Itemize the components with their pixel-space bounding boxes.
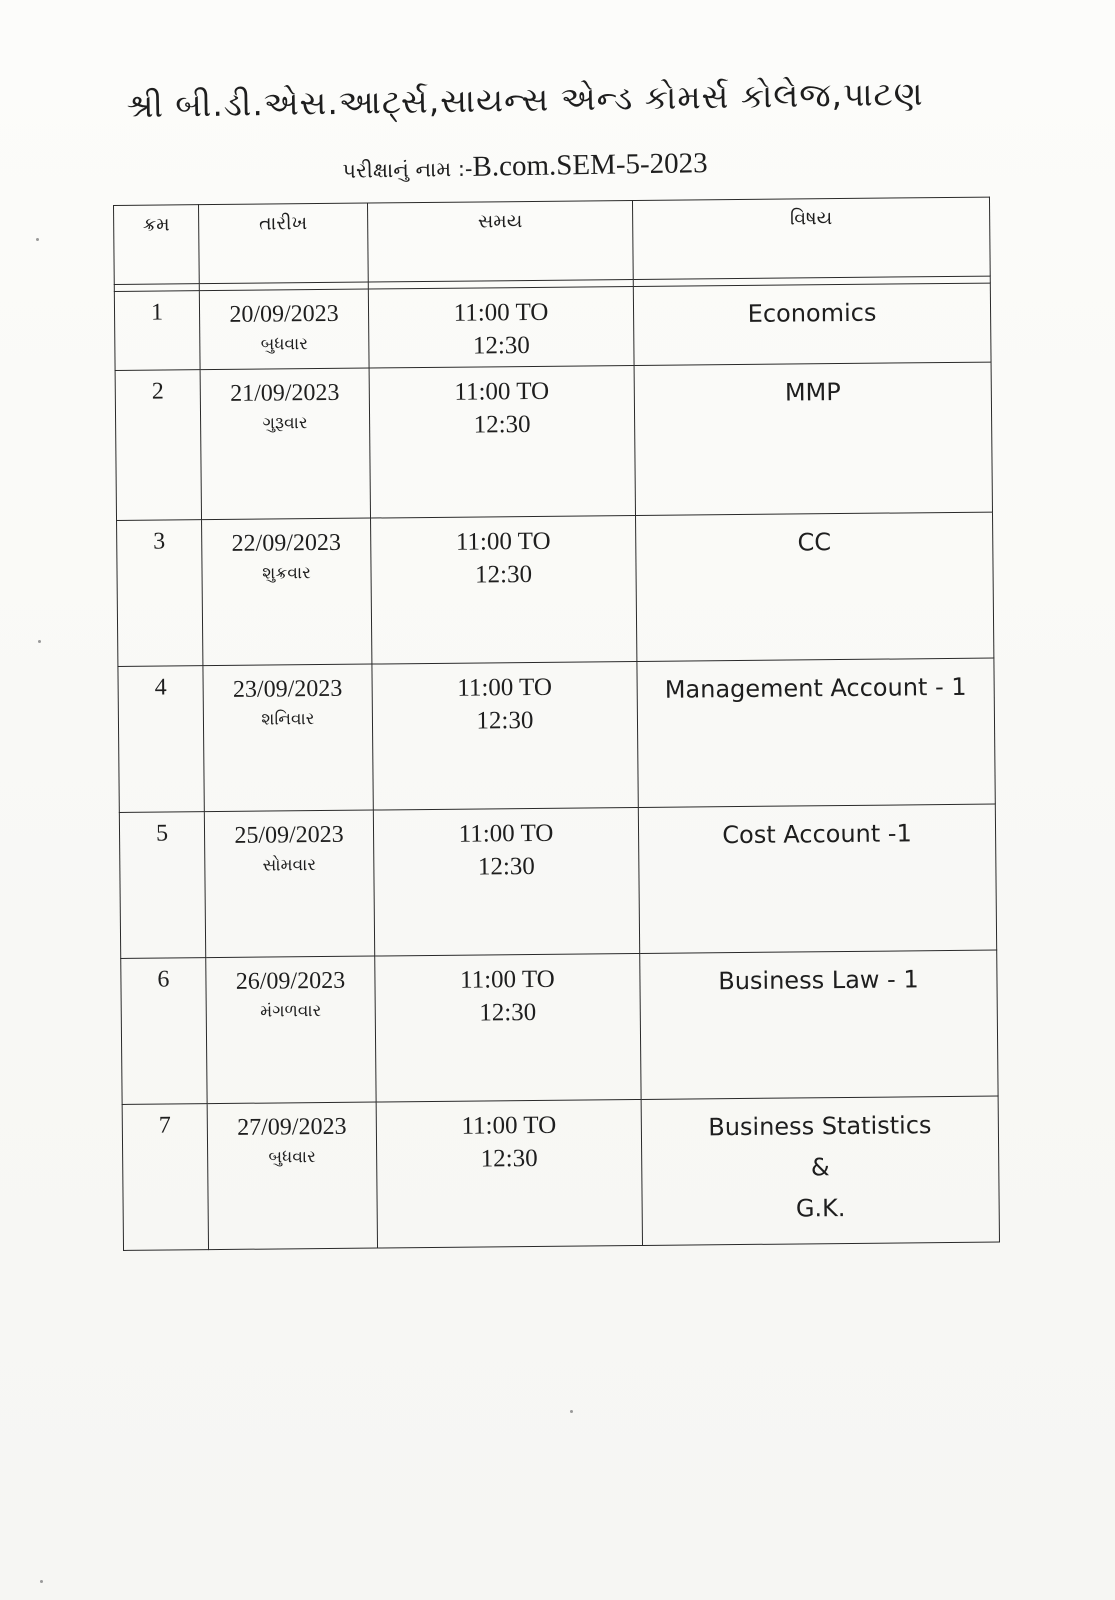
exam-weekday: ગુરૂવાર (262, 413, 308, 434)
subject-line: Economics (747, 298, 877, 328)
exam-weekday: શનિવાર (261, 709, 315, 730)
cell-sr: 2 (115, 370, 201, 521)
cell-time (376, 1099, 642, 1248)
cell-subject (633, 283, 991, 365)
time-start: 11:00 TO (454, 377, 550, 406)
table-row (114, 283, 991, 370)
time-start: 11:00 TO (459, 965, 555, 994)
exam-date: 25/09/2023 (234, 821, 344, 849)
table-row (115, 362, 992, 520)
time-end: 12:30 (473, 411, 531, 439)
paper-speck (36, 238, 39, 241)
time-end: 12:30 (474, 560, 533, 589)
exam-weekday: બુધવાર (268, 1147, 316, 1168)
time-start: 11:00 TO (453, 298, 549, 327)
cell-subject (640, 950, 998, 1099)
exam-weekday: શુક્રવાર (262, 563, 311, 584)
table-row (119, 804, 996, 958)
cell-time (372, 661, 638, 810)
cell-date (203, 664, 373, 812)
table-row (117, 512, 994, 666)
college-name-heading: શ્રી બી.ડી.એસ.આર્ટ્સ,સાયન્સ એન્ડ કોમર્સ કોલેજ,પાટણ (126, 73, 924, 126)
exam-weekday: મંગળવાર (260, 1001, 322, 1022)
exam-name-value: B.com.SEM-5-2023 (472, 147, 708, 183)
cell-subject (637, 658, 995, 807)
table-header-row (114, 197, 991, 284)
cell-time (371, 515, 637, 664)
exam-weekday: બુધવાર (260, 334, 309, 355)
cell-sr: 3 (117, 520, 203, 667)
cell-sr: 6 (121, 958, 207, 1105)
exam-date: 21/09/2023 (230, 379, 340, 407)
cell-date (207, 1102, 377, 1250)
cell-subject (641, 1096, 999, 1245)
cell-sr: 1 (114, 291, 200, 371)
subject-line: G.K. (795, 1194, 846, 1223)
subject-line: & (810, 1153, 830, 1182)
time-start: 11:00 TO (461, 1111, 557, 1140)
exam-date: 22/09/2023 (231, 529, 342, 557)
subject-line: Business Statistics (708, 1111, 932, 1142)
exam-date: 26/09/2023 (235, 967, 346, 995)
cell-sr: 4 (118, 666, 204, 813)
cell-subject (638, 804, 996, 953)
time-start: 11:00 TO (458, 819, 554, 848)
cell-time (375, 953, 641, 1102)
paper-speck (570, 1410, 573, 1413)
cell-sr: 7 (122, 1104, 208, 1251)
cell-date (199, 289, 369, 370)
exam-name-label: પરીક્ષાનું નામ :- (342, 156, 473, 183)
cell-date (200, 368, 370, 520)
cell-subject (634, 362, 992, 515)
cell-date (204, 810, 374, 958)
exam-date: 23/09/2023 (232, 675, 343, 703)
subject-line: MMP (784, 378, 841, 407)
column-header-date: તારીખ (199, 203, 369, 284)
column-header-sr: ક્રમ (114, 205, 200, 285)
time-end: 12:30 (477, 852, 535, 881)
time-end: 12:30 (479, 998, 537, 1027)
exam-weekday: સોમવાર (262, 855, 317, 876)
subject-line: Business Law - 1 (718, 965, 919, 996)
subject-line: Cost Account -1 (722, 819, 912, 850)
cell-time (373, 807, 639, 956)
subject-line: CC (797, 528, 832, 557)
column-header-time: સમય (367, 201, 633, 283)
time-end: 12:30 (480, 1144, 538, 1173)
exam-date: 20/09/2023 (229, 300, 339, 328)
table-row (122, 1096, 999, 1250)
cell-sr: 5 (119, 812, 205, 959)
exam-name-line (0, 142, 1050, 191)
exam-timetable (113, 197, 1000, 1251)
time-end: 12:30 (476, 706, 534, 735)
subject-line: Management Account - 1 (664, 672, 967, 704)
table-row (121, 950, 998, 1104)
paper-speck (38, 640, 41, 643)
time-start: 11:00 TO (457, 673, 553, 702)
table-row (118, 658, 995, 812)
column-header-subject: વિષય (632, 197, 990, 279)
cell-time (368, 287, 634, 369)
cell-subject (636, 512, 994, 661)
table-body (114, 283, 999, 1250)
paper-speck (40, 1580, 43, 1583)
time-end: 12:30 (472, 332, 530, 360)
time-start: 11:00 TO (455, 527, 551, 556)
cell-time (369, 366, 635, 519)
cell-date (206, 956, 376, 1104)
cell-date (202, 518, 372, 666)
exam-date: 27/09/2023 (237, 1113, 347, 1141)
